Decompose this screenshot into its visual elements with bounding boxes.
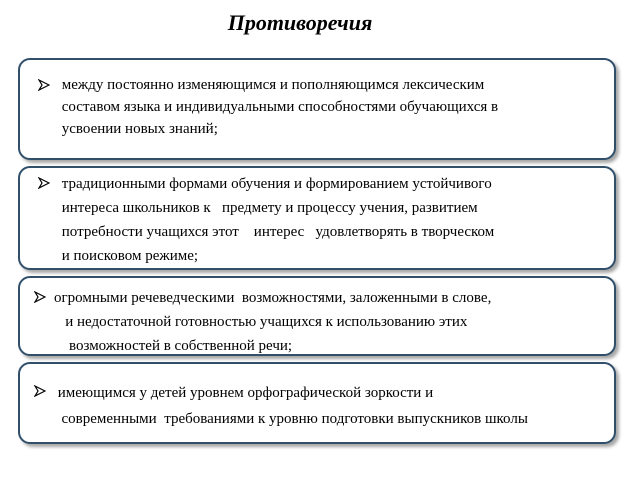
item-2-line-3: потребности учащихся этот интерес удовлетворять в творческом — [58, 224, 495, 240]
contradiction-box-3 — [18, 276, 616, 356]
arrow-bullet-icon — [38, 79, 50, 91]
item-3-line-3: возможностей в собственной речи; — [54, 338, 293, 354]
arrow-bullet-icon — [34, 291, 46, 303]
item-4-line-1: имеющимся у детей уровнем орфографической зоркости и — [54, 385, 434, 401]
arrow-bullet-icon — [34, 385, 46, 397]
item-1-line-3: усвоении новых знаний; — [58, 121, 218, 137]
arrow-bullet-icon — [38, 177, 50, 189]
item-2-line-2: интереса школьников к предмету и процессу учения, развитием — [58, 200, 478, 216]
item-4-line-2: современными требованиями к уровню подготовки выпускников школы — [54, 411, 528, 427]
page-title: Противоречия — [227, 10, 373, 35]
item-2-line-4: и поисковом режиме; — [58, 248, 199, 264]
item-3-line-2: и недостаточной готовностью учащихся к использованию этих — [54, 314, 468, 330]
item-1-line-2: составом языка и индивидуальными способностями обучающихся в — [58, 99, 499, 115]
contradiction-box-4 — [18, 362, 616, 444]
contradiction-box-1 — [18, 58, 616, 160]
item-2-line-1: традиционными формами обучения и формированием устойчивого — [58, 176, 492, 192]
contradiction-box-2 — [18, 166, 616, 270]
item-1-line-1: между постоянно изменяющимся и пополняющимся лексическим — [58, 77, 485, 93]
item-3-line-1: огромными речеведческими возможностями, заложенными в слове, — [54, 290, 492, 306]
